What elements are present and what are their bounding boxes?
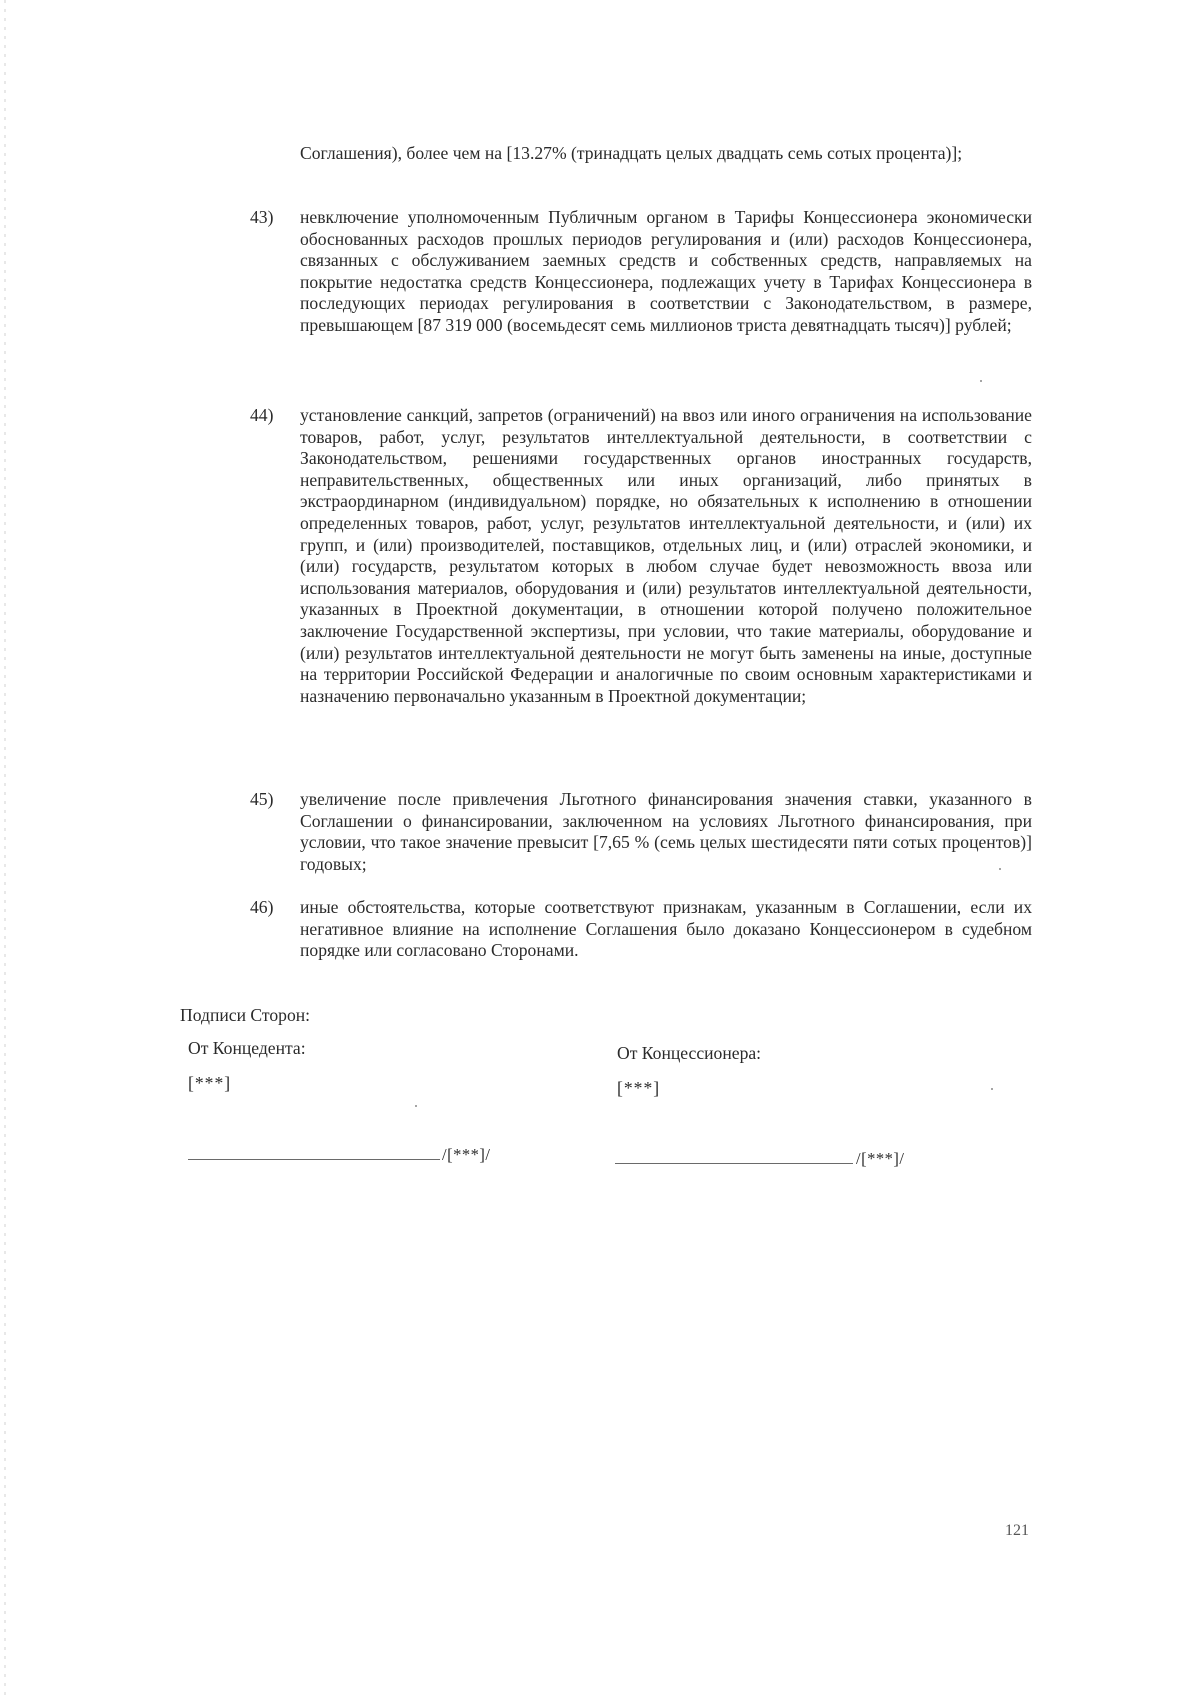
- grantor-signature-suffix: /[***]/: [442, 1145, 491, 1164]
- signatures-heading: Подписи Сторон:: [180, 1005, 311, 1025]
- concessionaire-signature-suffix: /[***]/: [856, 1149, 905, 1168]
- list-item-text: увеличение после привлечения Льготного финансирования значения ставки, указанного в Соглашении о финансировании, заключенном на условиях Льготного финансирования, при условии, что такое значение превысит [7,65 % (семь целых шестидесяти пяти сотых процентов)] годовых;: [300, 789, 1032, 874]
- list-item-number: 44): [250, 405, 274, 425]
- list-item-number: 43): [250, 207, 274, 227]
- list-item-number: 46): [250, 897, 274, 917]
- scan-speck: [415, 1105, 417, 1107]
- list-item-number: 45): [250, 789, 274, 809]
- grantor-signature-line: [188, 1159, 440, 1160]
- scan-speck: [991, 1088, 993, 1090]
- list-item-text: невключение уполномоченным Публичным органом в Тарифы Концессионера экономически обоснованных расходов прошлых периодов регулирования и (или) расходов Концессионера, связанных с обслуживанием заемных средств и собственных средств, направляемых на покрытие недостатка средств Концессионера, подлежащих учету в Тарифах Концессионера в последующих периодах регулирования в соответствии с Законодательством, в размере, превышающем [87 319 000 (восемьдесят семь миллионов триста девятнадцать тысяч)] рублей;: [300, 207, 1032, 335]
- continuation-paragraph: Соглашения), более чем на [13.27% (тринадцать целых двадцать семь сотых процента)];: [300, 143, 963, 163]
- list-item-text: иные обстоятельства, которые соответствуют признакам, указанным в Соглашении, если их негативное влияние на исполнение Соглашения было доказано Концессионером в судебном порядке или согласовано Сторонами.: [300, 897, 1032, 961]
- scan-edge-artifact: [4, 0, 6, 1697]
- concessionaire-name: [***]: [617, 1078, 661, 1098]
- concessionaire-signature-line: [615, 1163, 853, 1164]
- grantor-name: [***]: [188, 1073, 232, 1093]
- grantor-label: От Концедента:: [188, 1038, 306, 1058]
- scan-speck: [999, 868, 1001, 870]
- concessionaire-label: От Концессионера:: [617, 1043, 762, 1063]
- page-number: 121: [1005, 1522, 1029, 1539]
- list-item-text: установление санкций, запретов (ограничений) на ввоз или иного ограничения на использование товаров, работ, услуг, результатов интеллектуальной деятельности, в соответствии с Законодательством, решениями государственных органов иностранных государств, неправительственных, общественных или иных организаций, либо принятых в экстраординарном (индивидуальном) порядке, но обязательных к исполнению в отношении определенных товаров, работ, услуг, результатов интеллектуальной деятельности, и (или) их групп, и (или) производителей, поставщиков, отдельных лиц, и (или) отраслей экономики, и (или) государств, результатом которых в любом случае будет невозможность ввоза или использования материалов, оборудования и (или) результатов интеллектуальной деятельности, указанных в Проектной документации, в отношении которой получено положительное заключение Государственной экспертизы, при условии, что такие материалы, оборудование и (или) результатов интеллектуальной деятельности не могут быть заменены на иные, доступные на территории Российской Федерации и аналогичные по своим основным характеристиками и назначению первоначально указанным в Проектной документации;: [300, 405, 1032, 706]
- scan-speck: [980, 380, 982, 382]
